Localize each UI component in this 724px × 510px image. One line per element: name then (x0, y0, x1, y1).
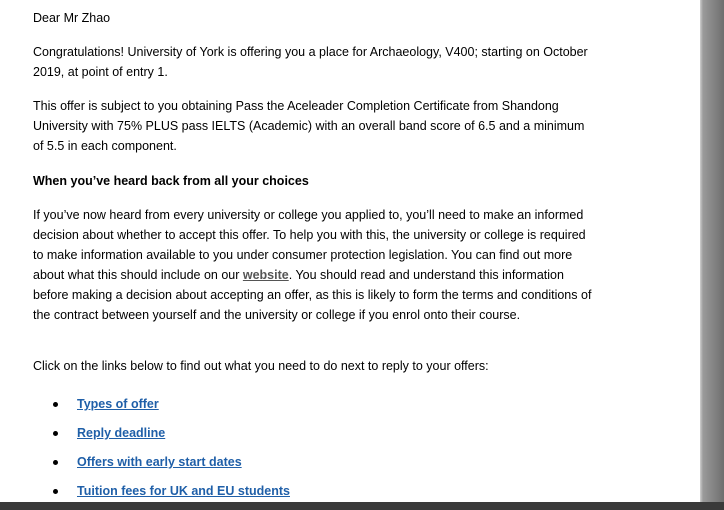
offer-conditions-paragraph: This offer is subject to you obtaining Pass the Aceleader Completion Certificate from Shandong University with 75% PLUS pass IELTS (Academic) with an overall band score of 6.5 and a minimum of 5.5 in each component. (33, 99, 585, 153)
viewer-background-edge (700, 0, 724, 502)
types-of-offer-link[interactable]: Types of offer (77, 397, 159, 411)
decision-paragraph (33, 205, 593, 325)
offer-paragraph: Congratulations! University of York is offering you a place for Archaeology, V400; starting on October 2019, at point of entry 1. (33, 45, 588, 79)
bullet-icon (53, 402, 58, 407)
website-link[interactable]: website (242, 268, 289, 282)
decision-text-end: . You should read and understand this information before making a decision about accepting an offer, as this is likely to form the terms and conditions of the contract between yourself and the university or college if you enrol onto their course. (33, 268, 592, 322)
section-heading: When you’ve heard back from all your choices (33, 174, 309, 188)
list-item (53, 481, 290, 510)
list-item (53, 452, 290, 481)
decision-text-start: If you’ve now heard from every university or college you applied to, you’ll need to make an informed decision about whether to accept this offer. To help you with this, the university or college is required to make information available to you under consumer protection legislation. You can find out more about what this should include on our (33, 208, 586, 282)
offer-links-list (53, 394, 290, 510)
tuition-fees-link[interactable]: Tuition fees for UK and EU students (77, 484, 290, 498)
bullet-icon (53, 489, 58, 494)
greeting: Dear Mr Zhao (33, 11, 111, 25)
links-intro-paragraph: Click on the links below to find out what you need to do next to reply to your offers: (33, 359, 489, 373)
reply-deadline-link[interactable]: Reply deadline (77, 426, 166, 440)
bullet-icon (53, 460, 58, 465)
list-item (53, 394, 290, 423)
early-start-dates-link[interactable]: Offers with early start dates (77, 455, 242, 469)
list-item (53, 423, 290, 452)
bullet-icon (53, 431, 58, 436)
